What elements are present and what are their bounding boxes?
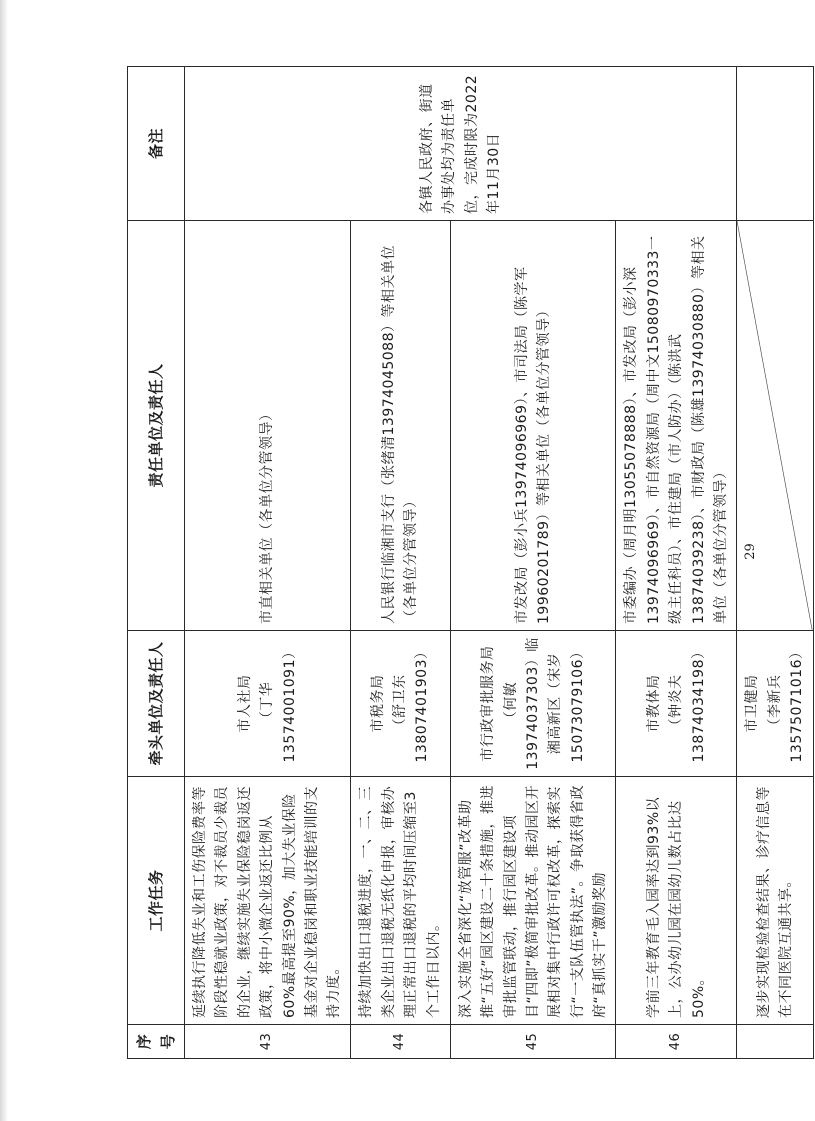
task-table	[127, 66, 814, 1059]
row-remark: 各镇人民政府、街道办事处均为责任单位，完成时限为2022年11月30日	[185, 67, 737, 221]
header-lead: 牵头单位及责任人	[128, 631, 185, 777]
row-seq: 45	[450, 1025, 616, 1059]
lead-person: （李新兵13575071016）	[766, 644, 806, 763]
lead-person: （舒卫东13807401903）	[392, 644, 431, 763]
row-remark-empty	[737, 67, 813, 221]
row-task: 深入实施全省深化“放管服”改革助推“五好”园区建设二十条措施，推进审批监管联动，推行园区建设项目“四即”极简审批改革。推动园区开展相对集中行政许可权改革，探索实行“一支队伍管执法”。争取获得省政府“真抓实干”激励奖励	[450, 777, 616, 1025]
row-lead	[737, 631, 813, 777]
row-lead	[450, 631, 616, 777]
lead-unit: 市卫健局	[744, 674, 761, 733]
header-task: 工作任务	[128, 777, 185, 1025]
row-task: 延续执行降低失业和工伤保险费率等阶段性稳就业政策，对不裁员少裁员的企业，继续实施失业保险稳岗返还政策，将中小微企业返还比例从60%最高提至90%，加大失业保险基金对企业稳岗和职业技能培训的支持力度。	[185, 777, 351, 1025]
header-row	[128, 67, 185, 1059]
row-resp: 市委编办（周月明13055078888）、市发改局（彭小深13974096969）、市自然资源局（周中文15080970333一级主任科员）、市住建局（市人防办）（陈洪武13874039238）、市财政局（陈雄13974030880）等相关单位（各单位分管领导）	[616, 221, 737, 631]
lead-unit: 市人社局	[236, 674, 253, 733]
row-lead	[616, 631, 737, 777]
row-resp: 市直相关单位（各单位分管领导）	[185, 221, 351, 631]
scan-edge-shadow	[0, 0, 8, 1121]
row-resp: 市发改局（彭小兵13974096969）、市司法局（陈学军19960201789）等相关单位（各单位分管领导）	[450, 221, 616, 631]
row-resp: 人民银行临湘市支行（张绪清13974045088）等相关单位（各单位分管领导）	[350, 221, 450, 631]
lead-person: （钟炎夫13874034198）	[668, 644, 707, 763]
row-seq: 44	[350, 1025, 450, 1059]
row-task: 学前三年教育毛入园率达到93%以上，公办幼儿园在园幼儿数占比达50%。	[616, 777, 737, 1025]
page-number: 29	[742, 543, 758, 560]
rotated-table-container	[127, 67, 815, 1059]
row-seq: 46	[616, 1025, 737, 1059]
row-seq: 43	[185, 1025, 351, 1059]
row-lead	[185, 631, 351, 777]
table-row	[185, 67, 351, 1059]
row-task: 逐步实现检验检查结果、诊疗信息等在不同医院互通共享。	[737, 777, 813, 1025]
lead-person: （丁华13574001091）	[259, 644, 298, 763]
lead-unit: 市教体局	[645, 674, 662, 733]
lead-unit: 市税务局	[369, 674, 386, 733]
row-lead	[350, 631, 450, 777]
header-seq: 序号	[128, 1025, 185, 1059]
row-task: 持续加快出口退税进度，一、二、三类企业出口退税无纸化申报，审核办理正常出口退税的平均时间压缩至3个工作日以内。	[350, 777, 450, 1025]
header-resp: 责任单位及责任人	[128, 221, 185, 631]
table-row	[737, 67, 813, 1059]
row-resp-empty	[737, 221, 813, 631]
empty-cell-slash	[737, 221, 812, 630]
header-remark: 备注	[128, 67, 185, 221]
lead-unit: 市行政审批服务局（何敏13974037303）临湘高新区（宋岁15073079106）	[480, 637, 586, 770]
row-seq	[737, 1025, 813, 1059]
